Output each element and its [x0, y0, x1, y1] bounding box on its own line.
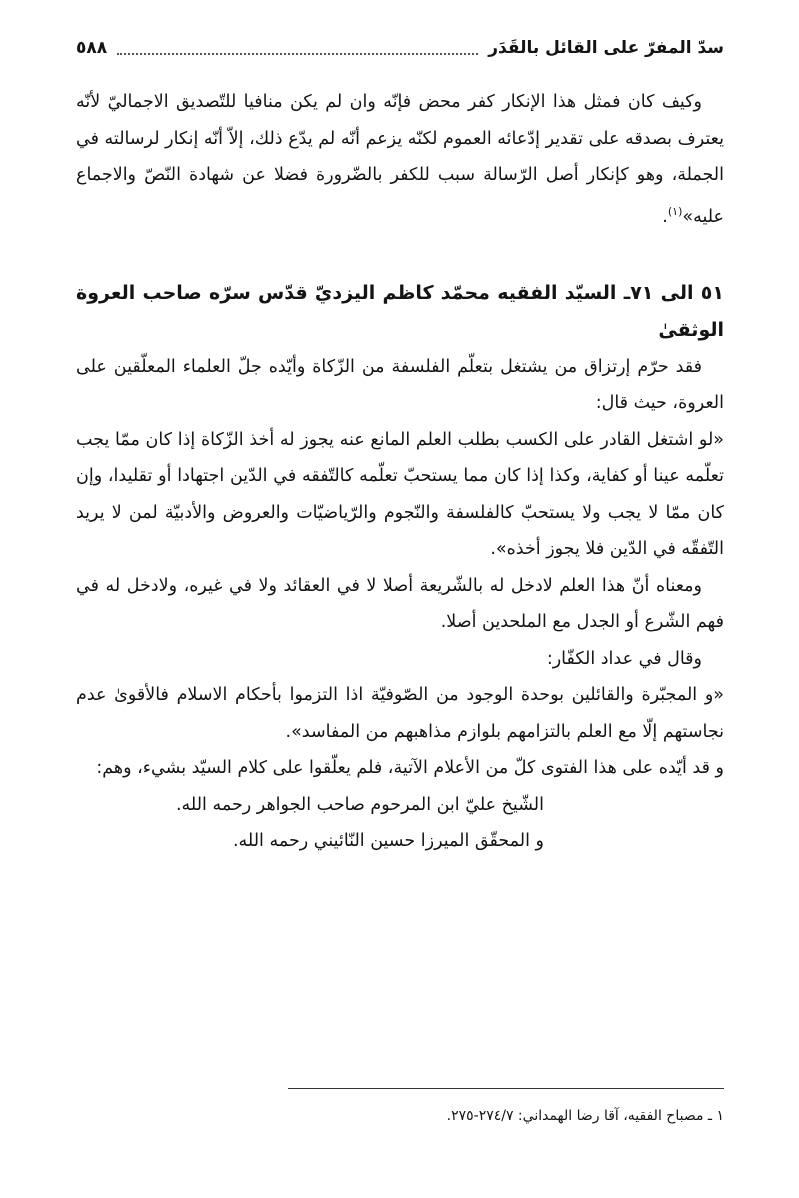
- paragraph-end-mark: .: [662, 206, 668, 227]
- footnote: ١ ـ مصباح الفقيه، آقا رضا الهمداني: ٢٧٤/٧-٢٧٥.: [446, 1108, 724, 1124]
- paragraph-quote-zakat: «لو اشتغل القادر على الكسب بطلب العلم المانع عنه يجوز له أخذ الزّكاة إذا كان ممّا يجب تعلّمه عينا أو كفاية، وكذا إذا كان مما يستحبّ تعلّمه كالتّفقه في الدّين اجتهادا أو تقليدا، وإن كان ممّا لا يجب ولا يستحبّ كالفلسفة والنّجوم والرّياضيّات والعروض والأدبيّة لمن لا يريد التّفقّه في الدّين فلا يجوز أخذه».: [76, 429, 724, 560]
- paragraph-text: وكيف كان فمثل هذا الإنكار كفر محض فإنّه وان لم يكن منافيا للتّصديق الاجماليّ لأنّه يعترف بصدقه على تقدير إدّعائه العموم لكنّه يزعم أنّه لم يدّع ذلك، إلاّ أنّه إنكار لرسالته في الجملة، وهو كإنكار أصل الرّسالة سبب للكفر بالضّرورة فضلا عن شهادة النّصّ والاجماع عليه»: [76, 92, 724, 227]
- paragraph-endorsement: و قد أيّده على هذا الفتوى كلّ من الأعلام الآتية، فلم يعلّقوا على كلام السيّد بشيء، وهم:: [96, 758, 724, 779]
- footnote-divider: [288, 1088, 724, 1089]
- footnote-marker: (١): [667, 204, 683, 218]
- list-item-scholar: و المحقّق الميرزا حسين النّائيني رحمه الله.: [232, 831, 544, 852]
- paragraph-quote-ending: [76, 84, 724, 235]
- paragraph-infidels-intro: وقال في عداد الكفّار:: [546, 648, 702, 669]
- running-header: [76, 34, 724, 62]
- list-item-scholar: الشّيخ عليّ ابن المرحوم صاحب الجواهر رحمه الله.: [175, 794, 544, 815]
- leader-dots: [117, 41, 478, 55]
- section-heading: ٥١ الى ٧١ـ السيّد الفقيه محمّد كاظم اليزديّ قدّس سرّه صاحب العروة الوثقىٰ: [76, 281, 724, 341]
- page-body: [76, 84, 724, 860]
- paragraph-meaning: ومعناه أنّ هذا العلم لادخل له بالشّريعة أصلا لا في العقائد ولا في غيره، ولادخل له في فهم الشّرع أو الجدل مع الملحدين أصلا.: [76, 575, 724, 633]
- page-number: ٥٨٨: [76, 38, 108, 58]
- running-title: سدّ المفرّ على القائل بالقَدَر: [488, 38, 724, 58]
- paragraph-intro: فقد حرّم إرتزاق من يشتغل بتعلّم الفلسفة من الزّكاة وأيّده جلّ العلماء المعلّقين على العروة، حيث قال:: [76, 356, 724, 414]
- paragraph-quote-sufis: «و المجبّرة والقائلين بوحدة الوجود من الصّوفيّة اذا التزموا بأحكام الاسلام فالأقوىٰ عدم نجاستهم إلّا مع العلم بالتزامهم بلوازم مذاهبهم من المفاسد».: [76, 685, 724, 742]
